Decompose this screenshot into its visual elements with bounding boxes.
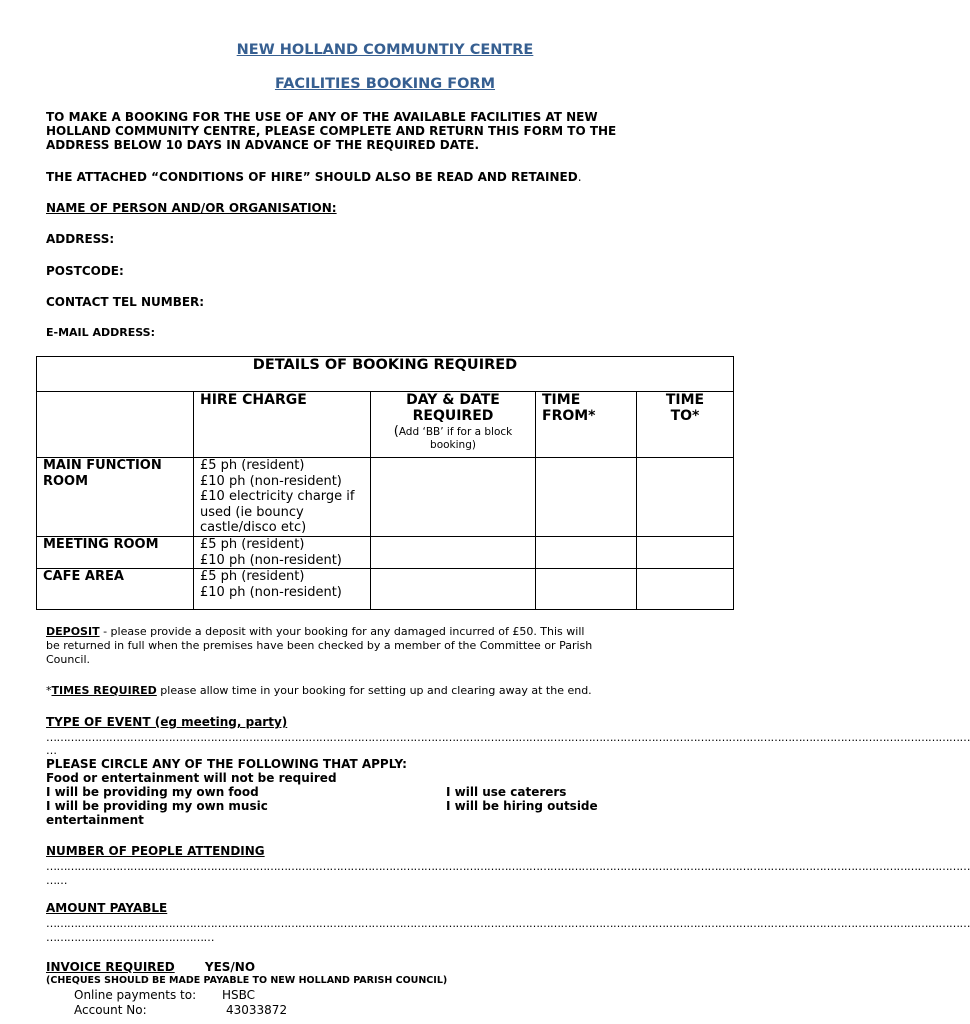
intro-line: TO MAKE A BOOKING FOR THE USE OF ANY OF THE AVAILABLE FACILITIES AT NEW	[46, 110, 598, 124]
invoice-label: INVOICE REQUIRED	[46, 960, 175, 974]
time-from-cell[interactable]	[536, 458, 637, 537]
rate-line: £5 ph (resident)	[200, 569, 305, 584]
note-text: Add ‘BB’ if for a block booking)	[398, 426, 513, 451]
day-date-cell[interactable]	[371, 458, 536, 537]
event-type-input-cont[interactable]: …	[46, 744, 57, 757]
table-row	[37, 537, 734, 569]
day-date-header-line: DAY & DATE	[406, 392, 500, 408]
option-hiring-outside[interactable]: I will be hiring outside	[446, 799, 598, 813]
online-payments	[74, 988, 256, 1002]
room-name-line: MAIN FUNCTION	[43, 458, 162, 473]
deposit-section	[46, 625, 736, 667]
people-attending-label: NUMBER OF PEOPLE ATTENDING	[46, 844, 265, 858]
intro-line: HOLLAND COMMUNITY CENTRE, PLEASE COMPLETE AND RETURN THIS FORM TO THE	[46, 124, 617, 138]
rate-line: £10 ph (non-resident)	[200, 584, 342, 600]
booking-table-header-row	[37, 392, 734, 458]
time-to-cell[interactable]	[637, 569, 734, 610]
option-own-music-cont[interactable]: entertainment	[46, 813, 144, 827]
intro-line: ADDRESS BELOW 10 DAYS IN ADVANCE OF THE REQUIRED DATE.	[46, 138, 480, 152]
room-name	[37, 458, 194, 537]
times-text: please allow time in your booking for setting up and clearing away at the end.	[156, 684, 592, 697]
rate-line: used (ie bouncy	[200, 504, 304, 520]
hire-rates	[194, 458, 371, 537]
conditions-note	[46, 170, 582, 184]
conditions-period: .	[577, 170, 582, 184]
amount-payable-input-cont[interactable]: …………………………………………	[46, 931, 214, 944]
postcode-field-label: POSTCODE:	[46, 264, 124, 278]
time-to-cell[interactable]	[637, 458, 734, 537]
email-field-label: E-MAIL ADDRESS:	[46, 326, 155, 339]
time-from-cell[interactable]	[536, 569, 637, 610]
cheques-note: (CHEQUES SHOULD BE MADE PAYABLE TO NEW HOLLAND PARISH COUNCIL)	[46, 975, 448, 986]
room-name: MEETING ROOM	[37, 537, 194, 569]
name-field-label: NAME OF PERSON AND/OR ORGANISATION:	[46, 201, 337, 215]
invoice-row	[46, 960, 255, 974]
deposit-text: be returned in full when the premises have been checked by a member of the Committee or Parish	[46, 639, 593, 652]
booking-table-title-row	[37, 357, 734, 392]
booking-table-title: DETAILS OF BOOKING REQUIRED	[37, 357, 734, 392]
day-date-cell[interactable]	[371, 537, 536, 569]
rate-line: castle/disco etc)	[200, 520, 307, 535]
event-type-input[interactable]: …………………………………………………………………………………………………………………………………………………………………………………………………………………………………………	[46, 731, 970, 744]
rate-line: £5 ph (resident)	[200, 458, 305, 473]
deposit-text: Council.	[46, 653, 91, 666]
hire-rates	[194, 569, 371, 610]
option-caterers[interactable]: I will use caterers	[446, 785, 567, 799]
tel-field-label: CONTACT TEL NUMBER:	[46, 295, 205, 309]
option-own-food[interactable]: I will be providing my own food	[46, 785, 259, 799]
times-required-note	[46, 684, 592, 698]
page-title: NEW HOLLAND COMMUNTIY CENTRE	[236, 42, 534, 58]
deposit-text: - please provide a deposit with your booking for any damaged incurred of £50. This will	[99, 625, 585, 638]
option-own-music[interactable]: I will be providing my own music	[46, 799, 268, 813]
booking-table	[36, 356, 734, 610]
account-number-value: 43033872	[226, 1003, 288, 1017]
time-from-line: TIME	[542, 392, 581, 408]
conditions-text: THE ATTACHED “CONDITIONS OF HIRE” SHOULD ALSO BE READ AND RETAINED	[46, 170, 578, 184]
hire-charge-header: HIRE CHARGE	[194, 392, 371, 458]
rate-line: £10 ph (non-resident)	[200, 473, 342, 489]
note-paren: (	[393, 424, 399, 439]
options-heading: PLEASE CIRCLE ANY OF THE FOLLOWING THAT APPLY:	[46, 757, 407, 771]
amount-payable-input[interactable]: …………………………………………………………………………………………………………………………………………………………………………………………………………………………………………	[46, 917, 970, 930]
people-attending-input-cont[interactable]: ……	[46, 874, 67, 887]
rate-line: £10 ph (non-resident)	[200, 552, 342, 568]
day-date-header-line: REQUIRED	[412, 408, 494, 424]
address-field-label: ADDRESS:	[46, 232, 115, 246]
options-section	[46, 757, 407, 827]
time-from-line: FROM*	[542, 408, 596, 424]
event-type-label: TYPE OF EVENT (eg meeting, party)	[46, 715, 288, 729]
room-column-header	[37, 392, 194, 458]
time-to-cell[interactable]	[637, 537, 734, 569]
option-no-food[interactable]: Food or entertainment will not be required	[46, 771, 337, 785]
table-row	[37, 569, 734, 610]
time-from-cell[interactable]	[536, 537, 637, 569]
times-star: *	[46, 684, 52, 697]
amount-payable-label: AMOUNT PAYABLE	[46, 901, 168, 915]
times-label: TIMES REQUIRED	[51, 684, 157, 697]
day-date-cell[interactable]	[371, 569, 536, 610]
time-to-line: TO*	[670, 408, 700, 424]
options-right-column	[446, 785, 598, 813]
rate-line: £10 electricity charge if	[200, 489, 355, 504]
deposit-label: DEPOSIT	[46, 625, 100, 638]
day-date-header	[371, 392, 536, 458]
table-row	[37, 458, 734, 537]
room-name-line: ROOM	[43, 473, 89, 489]
account-number	[74, 1003, 288, 1017]
intro-paragraph	[46, 110, 746, 152]
room-name: CAFE AREA	[37, 569, 194, 610]
time-to-header	[637, 392, 734, 458]
form-title: FACILITIES BOOKING FORM	[274, 76, 496, 92]
hire-rates	[194, 537, 371, 569]
online-payments-bank: HSBC	[222, 988, 256, 1002]
rate-line: £5 ph (resident)	[200, 537, 305, 552]
people-attending-input[interactable]: …………………………………………………………………………………………………………………………………………………………………………………………………………………………………………	[46, 860, 970, 873]
invoice-yes-no[interactable]: YES/NO	[204, 960, 256, 974]
block-booking-note	[377, 425, 529, 452]
time-from-header	[536, 392, 637, 458]
time-to-line: TIME	[665, 392, 705, 408]
online-payments-label: Online payments to:	[74, 988, 197, 1002]
account-number-label: Account No:	[74, 1003, 147, 1017]
